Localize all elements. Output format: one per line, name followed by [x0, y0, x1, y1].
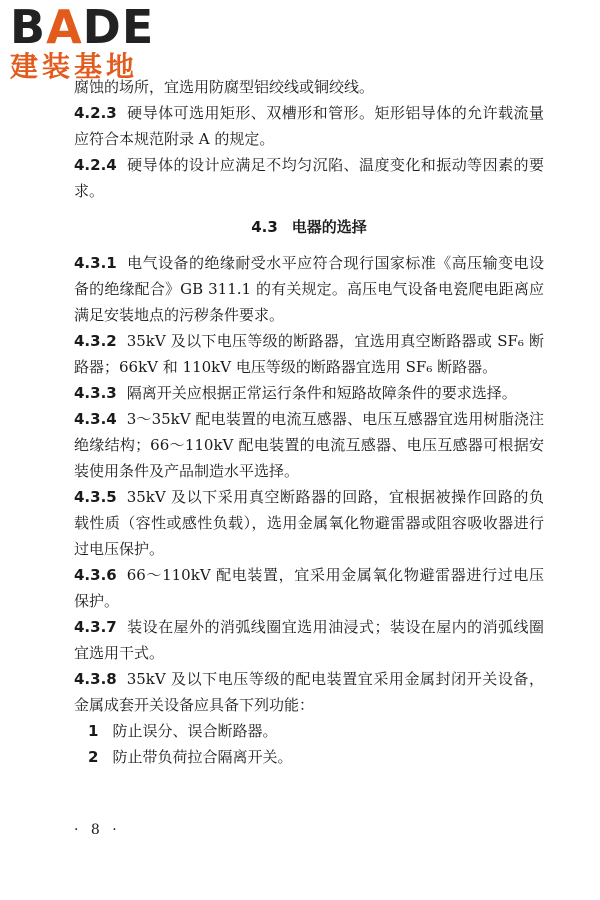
clause-4-3-1	[74, 250, 544, 328]
clause-4-3-2	[74, 328, 544, 380]
clause-4-2-3	[74, 100, 544, 152]
clause-text: 硬导体可选用矩形、双槽形和管形。矩形铝导体的允许载流量应符合本规范附录 A 的规定。	[74, 104, 544, 148]
list-item-number: 1	[88, 722, 99, 740]
list-item-text: 防止误分、误合断路器。	[112, 722, 278, 740]
clause-text: 3～35kV 配电装置的电流互感器、电压互感器宜选用树脂浇注绝缘结构；66～110kV 配电装置的电流互感器、电压互感器可根据安装使用条件及产品制造水平选择。	[74, 410, 544, 480]
clause-number: 4.3.3	[74, 384, 117, 402]
clause-number: 4.3.6	[74, 566, 117, 584]
section-heading	[74, 214, 544, 240]
clause-text: 35kV 及以下电压等级的配电装置宜采用金属封闭开关设备，金属成套开关设备应具备下列功能：	[74, 670, 544, 714]
clause-text: 35kV 及以下电压等级的断路器，宜选用真空断路器或 SF₆ 断路器；66kV 和 110kV 电压等级的断路器宜选用 SF₆ 断路器。	[74, 332, 544, 376]
clause-4-3-5	[74, 484, 544, 562]
logo-wordmark	[10, 0, 180, 54]
clause-number: 4.3.1	[74, 254, 117, 272]
clause-text: 电气设备的绝缘耐受水平应符合现行国家标准《高压输变电设备的绝缘配合》GB 311.1 的有关规定。高压电气设备电瓷爬电距离应满足安装地点的污秽条件要求。	[74, 254, 544, 324]
clause-number: 4.3.2	[74, 332, 117, 350]
page-number: · 8 ·	[74, 822, 121, 838]
clause-4-2-4	[74, 152, 544, 204]
paragraph-text: 腐蚀的场所，宜选用防腐型铝绞线或铜绞线。	[74, 78, 375, 96]
list-item	[74, 744, 544, 770]
clause-text: 35kV 及以下采用真空断路器的回路，宜根据被操作回路的负载性质（容性或感性负载），选用金属氧化物避雷器或阻容吸收器进行过电压保护。	[74, 488, 544, 558]
logo-letters-de: DE	[82, 0, 155, 54]
clause-number: 4.3.4	[74, 410, 117, 428]
clause-text: 隔离开关应根据正常运行条件和短路故障条件的要求选择。	[126, 384, 517, 402]
clause-4-3-4	[74, 406, 544, 484]
clause-text: 硬导体的设计应满足不均匀沉陷、温度变化和振动等因素的要求。	[74, 156, 544, 200]
clause-number: 4.3.5	[74, 488, 117, 506]
paragraph-continued	[74, 74, 544, 100]
clause-text: 66～110kV 配电装置，宜采用金属氧化物避雷器进行过电压保护。	[74, 566, 544, 610]
clause-4-3-6	[74, 562, 544, 614]
section-number: 4.3	[251, 218, 278, 236]
list-item-text: 防止带负荷拉合隔离开关。	[112, 748, 293, 766]
clause-number: 4.3.7	[74, 618, 117, 636]
logo-subtitle: 建装基地	[10, 50, 139, 83]
clause-number: 4.2.4	[74, 156, 117, 174]
list-item	[74, 718, 544, 744]
clause-text: 装设在屋外的消弧线圈宜选用油浸式；装设在屋内的消弧线圈宜选用干式。	[74, 618, 544, 662]
logo-letter-a: A	[46, 0, 83, 54]
section-title: 电器的选择	[291, 218, 367, 236]
list-item-number: 2	[88, 748, 99, 766]
clause-4-3-7	[74, 614, 544, 666]
clause-number: 4.3.8	[74, 670, 117, 688]
clause-4-3-3	[74, 380, 544, 406]
document-body	[74, 74, 544, 770]
clause-4-3-8	[74, 666, 544, 718]
clause-number: 4.2.3	[74, 104, 117, 122]
logo-letter-b: B	[10, 0, 47, 54]
